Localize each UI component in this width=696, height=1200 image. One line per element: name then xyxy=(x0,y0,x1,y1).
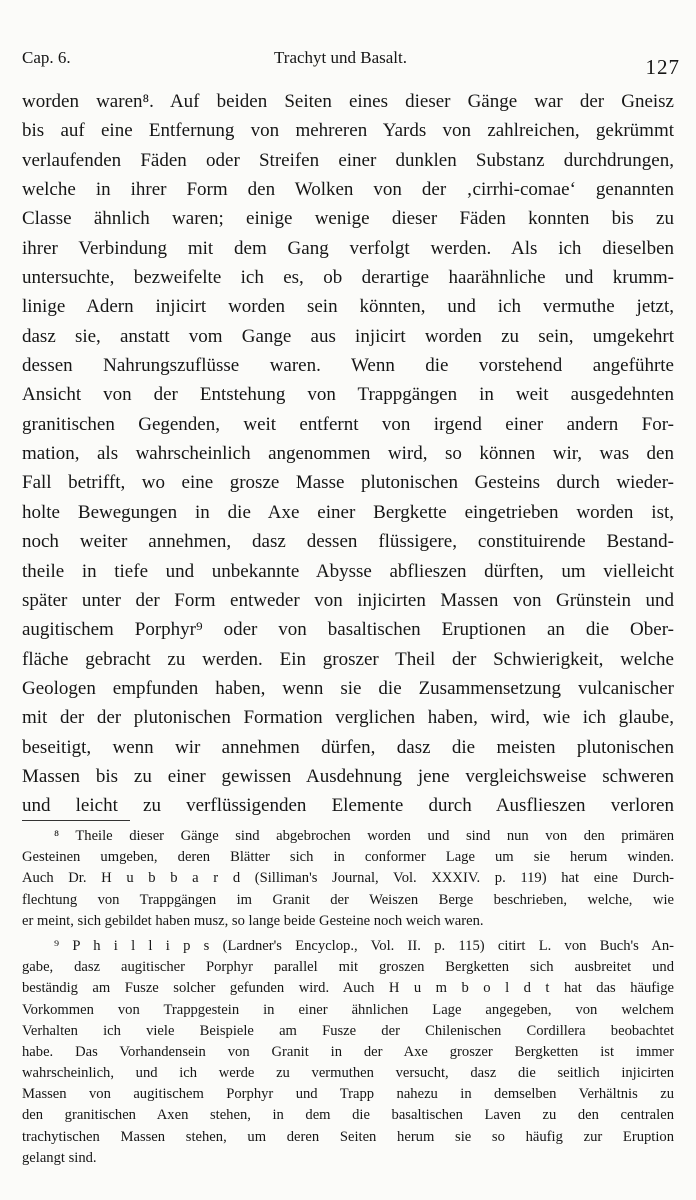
footnote xyxy=(22,826,674,932)
text-line: mation, als wahrscheinlich angenommen wird, so können wir, was den xyxy=(22,443,674,465)
footnote-line: trachytischen Massen stehen, um deren Seiten herum sie so häufig zur Eruption xyxy=(22,1128,674,1145)
text-line: Ansicht von der Entstehung von Trappgängen in weit ausgedehnten xyxy=(22,384,674,406)
footnote-line: Massen von augitischem Porphyr und Trapp nahezu in demselben Verhältnis zu xyxy=(22,1086,674,1103)
main-text xyxy=(22,87,674,821)
chapter-label: Cap. 6. xyxy=(22,48,71,67)
footnote-line: ⁹ P h i l l i p s (Lardner's Encyclop., Vol. II. p. 115) citirt L. von Buch's An- xyxy=(54,937,674,954)
footnote-line: ⁸ Theile dieser Gänge sind abgebrochen worden und sind nun von den primären xyxy=(54,828,674,844)
text-line: dessen Nahrungszuflüsse waren. Wenn die vorstehend angeführte xyxy=(22,355,674,377)
text-line: augitischem Porphyr⁹ oder von basaltischen Eruptionen an die Ober- xyxy=(22,619,674,641)
page-number: 127 xyxy=(645,55,680,79)
text-line: holte Bewegungen in die Axe einer Bergkette eingetrieben worden ist, xyxy=(22,501,674,523)
running-title: Trachyt und Basalt. xyxy=(274,48,408,67)
footnote-line: Auch Dr. H u b b a r d (Silliman's Journal, Vol. XXXIV. p. 119) hat eine Durch- xyxy=(22,870,674,887)
footnote-line: gabe, dasz augitischer Porphyr parallel mit groszen Bergketten sich ausbreitet und xyxy=(22,959,674,976)
footnote-line: flechtung von Trappgängen im Granit der Weiszen Berge beschrieben, welche, wie xyxy=(22,891,674,908)
text-line: noch weiter annehmen, dasz dessen flüssigere, constituirende Bestand- xyxy=(22,531,674,553)
text-line: mit der der plutonischen Formation verglichen haben, wird, wie ich glaube, xyxy=(22,707,674,729)
footnote xyxy=(22,936,674,1169)
footnote-line: Vorkommen von Trappgestein in einer ähnlichen Lage angegeben, von welchem xyxy=(22,1001,674,1018)
text-line: ihrer Verbindung mit dem Gang verfolgt werden. Als ich dieselben xyxy=(22,237,674,259)
text-line: Massen bis zu einer gewissen Ausdehnung jene vergleichsweise schweren xyxy=(22,765,674,787)
footnote-line: wahrscheinlich, und ich werde zu vermuthen versucht, dasz die seitlich injicirten xyxy=(22,1065,674,1082)
text-line: linige Adern injicirt worden sein könnten, und ich vermuthe jetzt, xyxy=(22,296,674,318)
footnote-line: beständig am Fusze solcher gefunden wird. Auch H u m b o l d t hat das häufige xyxy=(22,980,674,997)
text-line: dasz sie, anstatt vom Gange aus injicirt worden zu sein, umgekehrt xyxy=(22,325,674,347)
text-line: fläche gebracht zu werden. Ein groszer Theil der Schwierigkeit, welche xyxy=(22,648,674,670)
text-line: worden waren⁸. Auf beiden Seiten eines dieser Gänge war der Gneisz xyxy=(22,91,674,112)
footnote-divider xyxy=(22,820,130,821)
footnote-line: habe. Das Vorhandensein von Granit in der Axe groszer Bergketten ist immer xyxy=(22,1043,674,1060)
text-line: Fall betrifft, wo eine grosze Masse plutonischen Gesteins durch wieder- xyxy=(22,472,674,494)
text-line: welche in ihrer Form den Wolken von der ‚cirrhi-comae‘ genannten xyxy=(22,179,674,201)
footnote-line: Gesteinen umgeben, deren Blätter sich in conformer Lage um sie herum winden. xyxy=(22,849,674,866)
text-line: später unter der Form entweder von injicirten Massen von Grünstein und xyxy=(22,589,674,611)
text-line: granitischen Gegenden, weit entfernt von irgend einer andern For- xyxy=(22,413,674,435)
text-line: theile in tiefe und unbekannte Abysse abflieszen dürften, um vielleicht xyxy=(22,560,674,582)
footnote-line: gelangt sind. xyxy=(22,1149,97,1166)
text-line: Classe ähnlich waren; einige wenige dieser Fäden konnten bis zu xyxy=(22,208,674,230)
footnote-line: er meint, sich gebildet haben musz, so lange beide Gesteine noch weich waren. xyxy=(22,912,484,929)
text-line: Geologen empfunden haben, wenn sie die Zusammensetzung vulcanischer xyxy=(22,677,674,699)
page-header xyxy=(22,38,680,78)
text-line: bis auf eine Entfernung von mehreren Yards von zahlreichen, gekrümmt xyxy=(22,120,674,142)
text-line: verlaufenden Fäden oder Streifen einer dunklen Substanz durchdrungen, xyxy=(22,149,674,171)
text-line: beseitigt, wenn wir annehmen dürfen, dasz die meisten plutonischen xyxy=(22,736,674,758)
footnote-line: Verhalten ich viele Beispiele am Fusze der Chilenischen Cordillera beobachtet xyxy=(22,1022,674,1039)
text-line: untersuchte, bezweifelte ich es, ob derartige haarähnliche und krumm- xyxy=(22,267,674,289)
footnote-line: den granitischen Axen stehen, in dem die basaltischen Laven zu den centralen xyxy=(22,1107,674,1124)
footnotes xyxy=(22,826,674,1169)
text-line: und leicht zu verflüssigenden Elemente durch Ausflieszen verloren xyxy=(22,795,674,817)
